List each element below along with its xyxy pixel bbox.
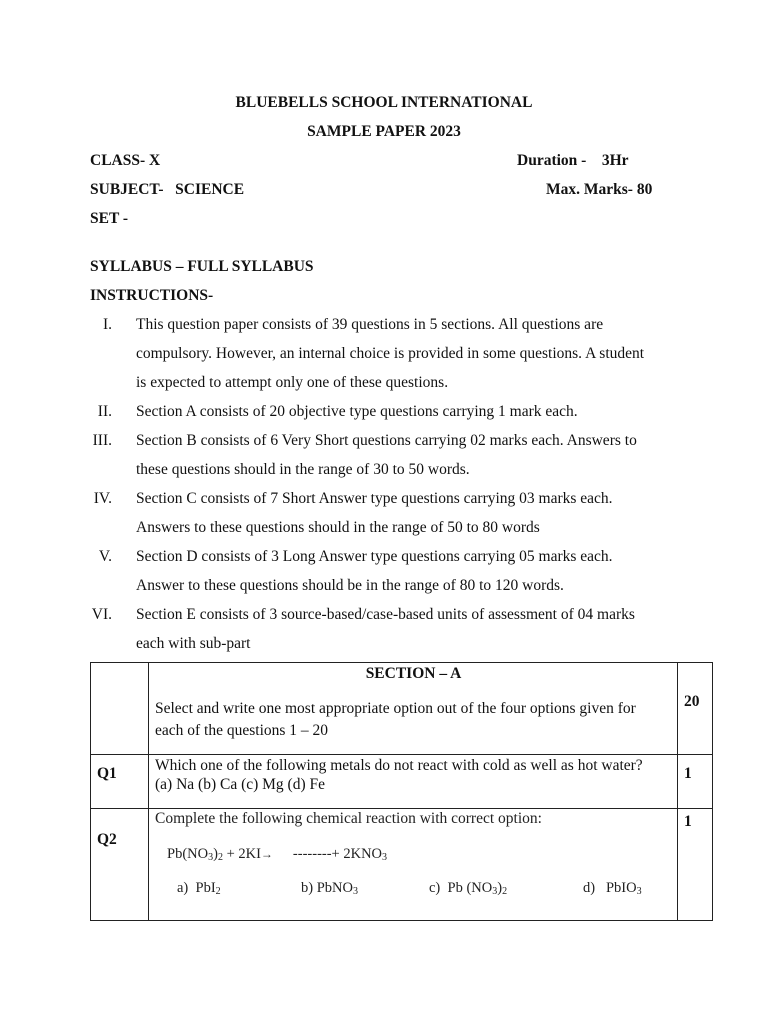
chemical-equation bbox=[167, 846, 387, 863]
question-text-cell bbox=[149, 809, 678, 921]
product-formula: --------+ 2KNO bbox=[292, 846, 383, 862]
question-options: (a) Na (b) Ca (c) Mg (d) Fe bbox=[155, 776, 326, 793]
option-b bbox=[301, 880, 358, 897]
option-formula: ) bbox=[497, 880, 503, 896]
instruction-line: compulsory. However, an internal choice is provided in some questions. A student bbox=[136, 345, 645, 362]
instruction-line: these questions should in the range of 30 to 50 words. bbox=[136, 461, 470, 478]
instruction-line: Section B consists of 6 Very Short questions carrying 02 marks each. Answers to bbox=[136, 432, 637, 449]
instruction-number: IV. bbox=[93, 490, 112, 507]
section-marks: 20 bbox=[684, 693, 700, 710]
subscript: 3 bbox=[208, 852, 214, 863]
instruction-number: VI. bbox=[91, 606, 112, 623]
instruction-number: V. bbox=[98, 548, 112, 565]
section-instruction-line: each of the questions 1 – 20 bbox=[155, 722, 329, 739]
duration-label: Duration - bbox=[517, 152, 587, 169]
section-a-number-cell bbox=[91, 663, 149, 755]
instruction-line: Answers to these questions should in the range of 50 to 80 words bbox=[136, 519, 540, 536]
class-label: CLASS- X bbox=[90, 152, 161, 169]
syllabus: SYLLABUS – FULL SYLLABUS bbox=[90, 258, 314, 275]
subscript: 2 bbox=[217, 852, 223, 863]
section-a-row bbox=[91, 663, 713, 755]
instruction-number: I. bbox=[102, 316, 112, 333]
reactant-formula: + 2KI bbox=[222, 846, 261, 862]
instructions-title: INSTRUCTIONS- bbox=[90, 287, 214, 304]
reactant-formula: Pb(NO bbox=[167, 846, 209, 862]
subject-value: SCIENCE bbox=[175, 181, 245, 198]
question-marks-cell bbox=[678, 809, 713, 921]
reactant-formula: ) bbox=[213, 846, 218, 862]
instruction-line: Section D consists of 3 Long Answer type questions carrying 05 marks each. bbox=[136, 548, 613, 565]
option-label: d) bbox=[583, 880, 596, 896]
question-marks: 1 bbox=[684, 813, 692, 830]
set-label: SET - bbox=[90, 210, 129, 227]
reaction-arrow: → bbox=[260, 847, 273, 861]
option-label: b) bbox=[301, 880, 314, 896]
question-number-cell bbox=[91, 809, 149, 921]
option-formula: Pb (NO bbox=[447, 880, 493, 896]
subscript: 2 bbox=[215, 886, 221, 897]
instruction-line: Section E consists of 3 source-based/case-based units of assessment of 04 marks bbox=[136, 606, 635, 623]
option-a bbox=[177, 880, 221, 897]
option-label: a) bbox=[177, 880, 189, 896]
subscript: 3 bbox=[352, 886, 358, 897]
option-formula: PbI bbox=[195, 880, 216, 896]
duration bbox=[517, 152, 629, 170]
instruction-number: II. bbox=[97, 403, 112, 420]
option-d bbox=[583, 880, 642, 897]
subject-label: SUBJECT- bbox=[90, 181, 164, 198]
questions-table bbox=[90, 662, 713, 921]
question-number: Q1 bbox=[97, 765, 117, 782]
paper-title: SAMPLE PAPER 2023 bbox=[307, 123, 461, 140]
option-formula: PbIO bbox=[605, 880, 637, 896]
instruction-line: Section A consists of 20 objective type questions carrying 1 mark each. bbox=[136, 403, 578, 420]
question-text-cell bbox=[149, 755, 678, 809]
section-instruction-line: Select and write one most appropriate option out of the four options given for bbox=[155, 700, 636, 717]
subject bbox=[90, 181, 244, 199]
instruction-line: each with sub-part bbox=[136, 635, 251, 652]
question-marks-cell bbox=[678, 755, 713, 809]
subscript: 3 bbox=[382, 852, 388, 863]
instruction-line: This question paper consists of 39 questions in 5 sections. All questions are bbox=[136, 316, 604, 333]
option-formula: PbNO bbox=[316, 880, 353, 896]
option-c bbox=[429, 880, 507, 897]
option-label: c) bbox=[429, 880, 441, 896]
question-text: Complete the following chemical reaction with correct option: bbox=[155, 810, 542, 827]
subscript: 3 bbox=[636, 886, 642, 897]
instruction-number: III. bbox=[92, 432, 112, 449]
subscript: 2 bbox=[502, 886, 508, 897]
duration-value: 3Hr bbox=[601, 152, 629, 169]
question-row bbox=[91, 809, 713, 921]
instruction-line: is expected to attempt only one of these questions. bbox=[136, 374, 449, 391]
section-a-heading-cell bbox=[149, 663, 678, 755]
question-number: Q2 bbox=[97, 831, 117, 848]
question-row bbox=[91, 755, 713, 809]
school-name: BLUEBELLS SCHOOL INTERNATIONAL bbox=[235, 94, 533, 111]
instruction-line: Section C consists of 7 Short Answer type questions carrying 03 marks each. bbox=[136, 490, 613, 507]
question-number-cell bbox=[91, 755, 149, 809]
question-text: Which one of the following metals do not react with cold as well as hot water? bbox=[155, 757, 643, 774]
subscript: 3 bbox=[492, 886, 498, 897]
question-marks: 1 bbox=[684, 765, 692, 782]
max-marks: Max. Marks- 80 bbox=[546, 181, 653, 198]
instruction-line: Answer to these questions should be in the range of 80 to 120 words. bbox=[136, 577, 564, 594]
section-title: SECTION – A bbox=[365, 665, 462, 682]
section-a-marks-cell bbox=[678, 663, 713, 755]
